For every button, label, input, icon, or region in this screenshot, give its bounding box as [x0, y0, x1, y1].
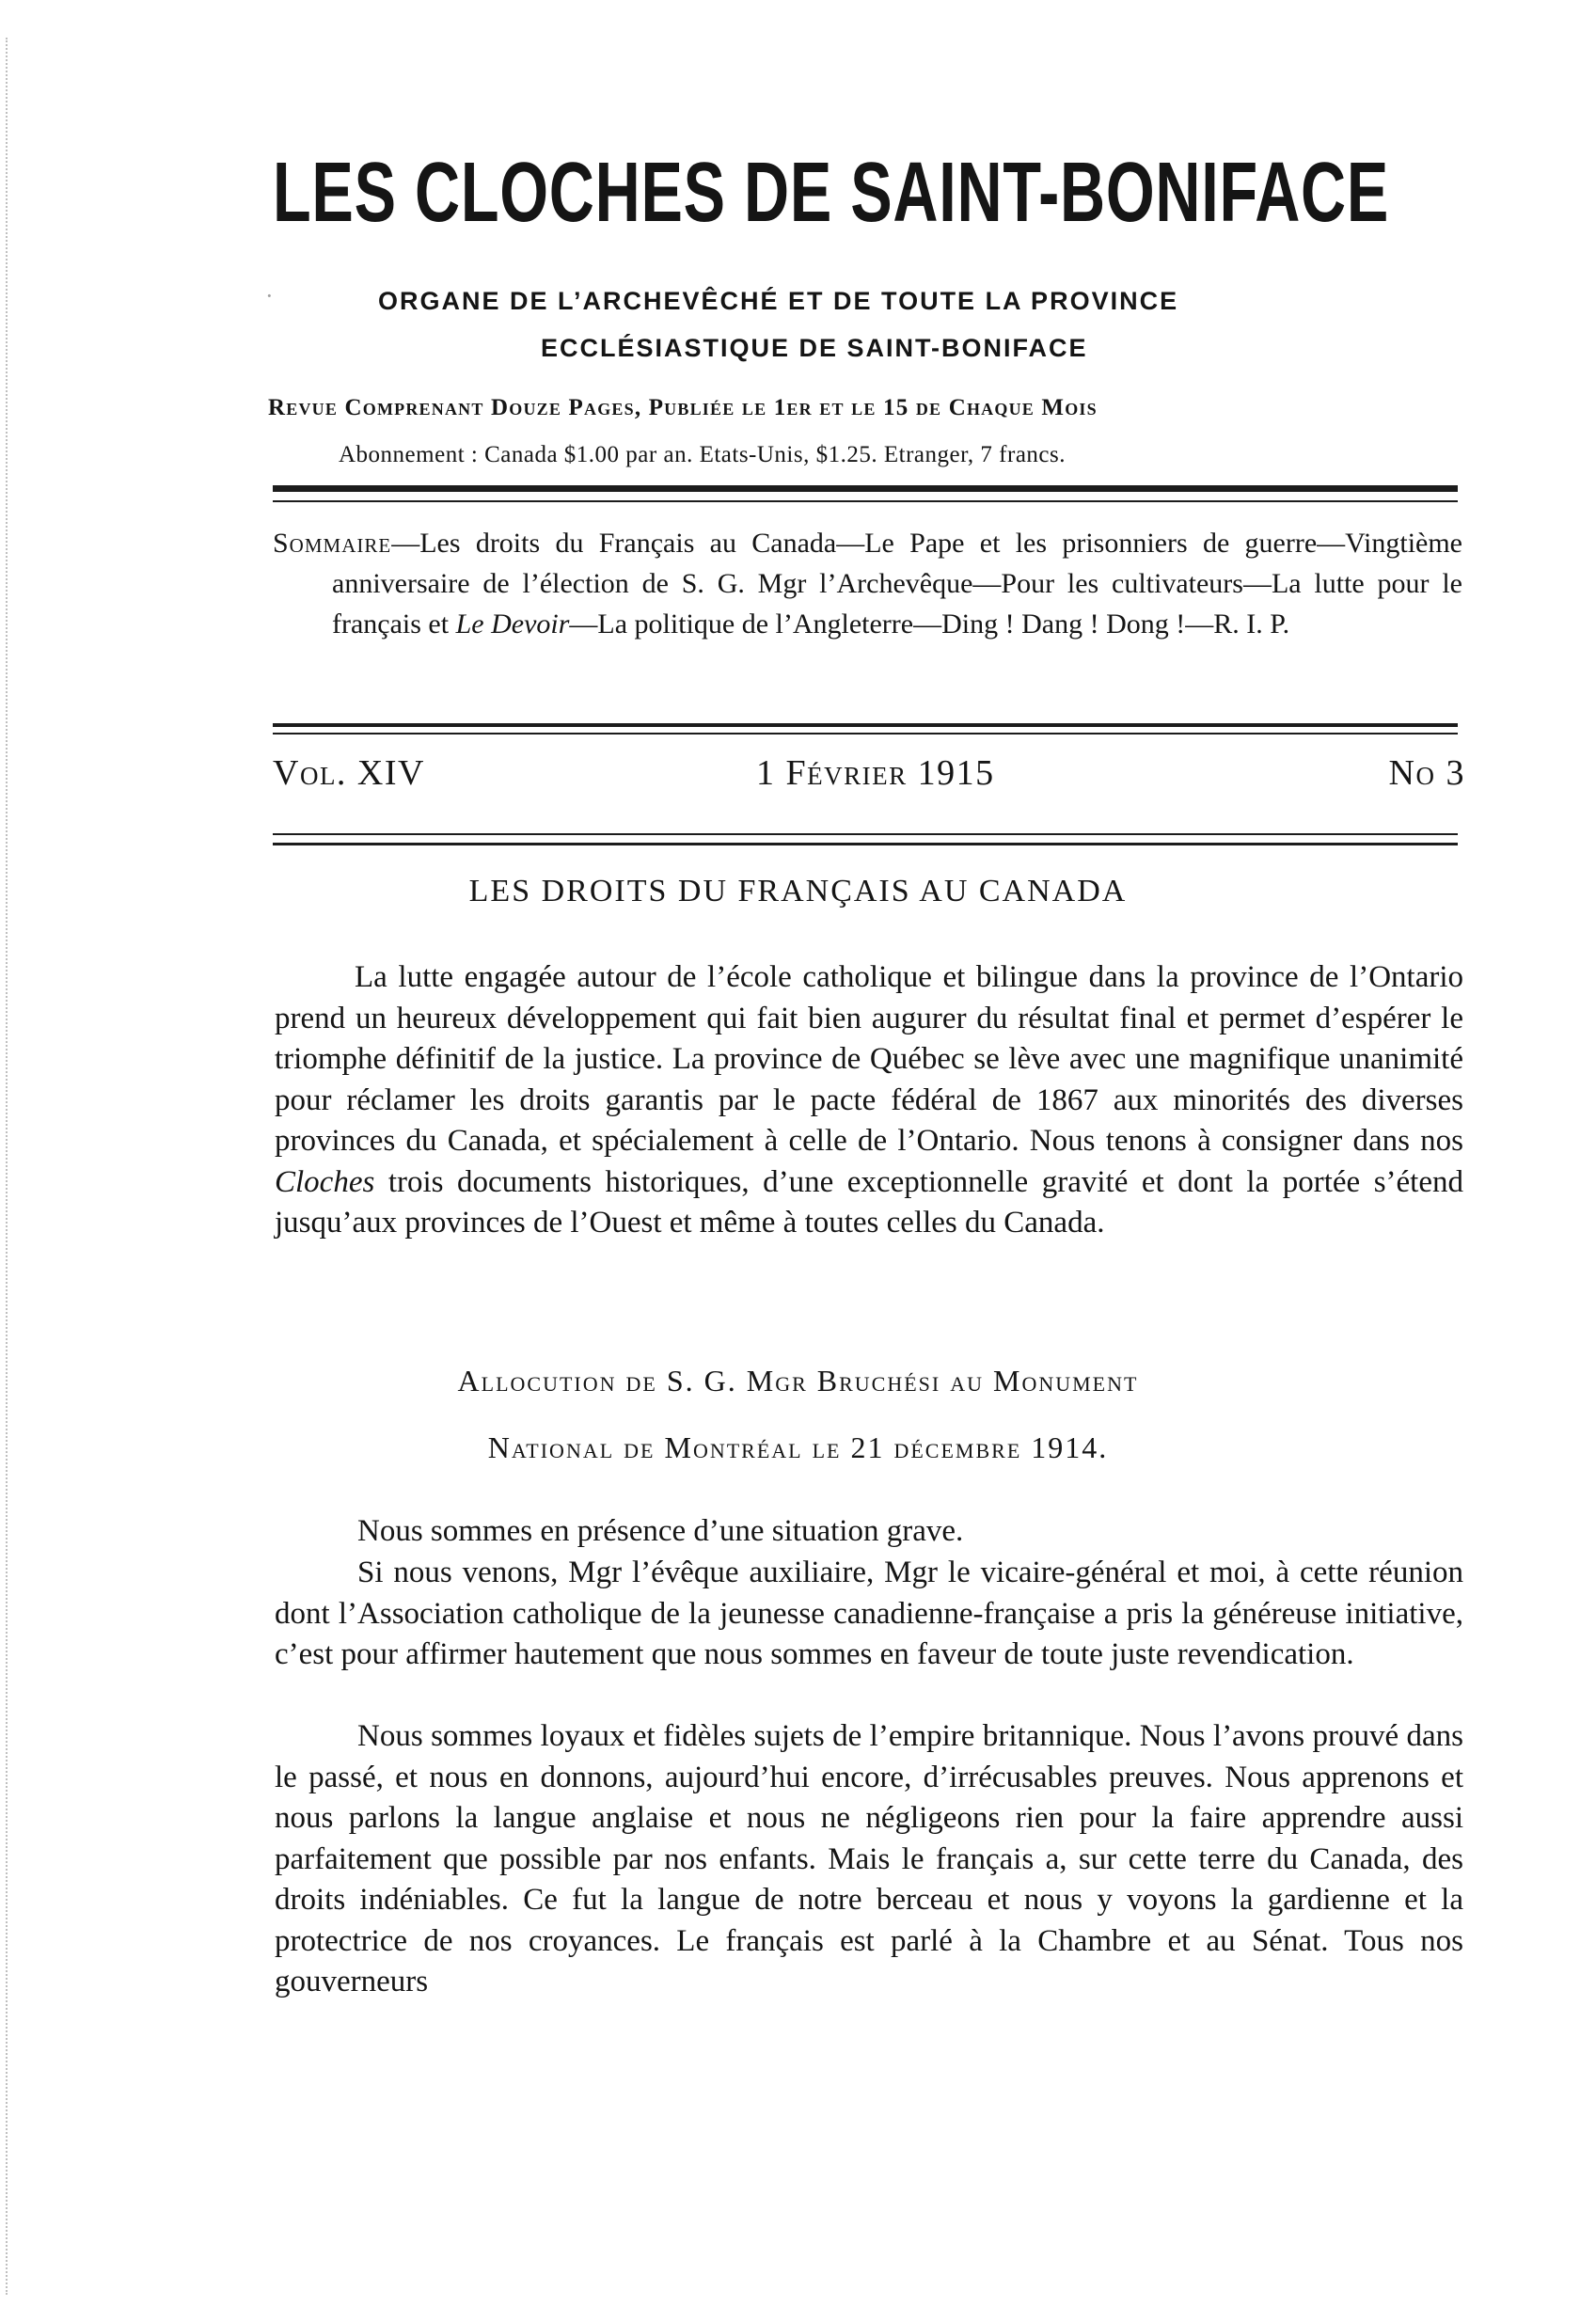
- masthead: [268, 146, 1495, 467]
- organ-subtitle-line-2: ECCLÉSIASTIQUE DE SAINT-BONIFACE: [541, 334, 1088, 362]
- issue-bottom-thin-rule: [273, 833, 1458, 835]
- masthead-thick-rule: [273, 485, 1458, 492]
- issue-date: 1 Février 1915: [756, 753, 995, 793]
- issue-volume: Vol. XIV: [273, 753, 425, 793]
- body-paragraph-loyaux: Nous sommes loyaux et fidèles sujets de l’empire britannique. Nous l’avons prouvé dans le passé, et nous en donnons, aujourd’hui encore, d’irrécusables preuves. Nous apprenons et nous parlons la langue anglaise et nous ne négligeons rien pour la faire apprendre aussi parfaitement que possible par nos enfants. Mais le français a, sur cette terre du Canada, des droits indéniables. Ce fut la langue de notre berceau et nous y voyons la gardienne et la protectrice de nos croyances. Le français est parlé à la Chambre et au Sénat. Tous nos gouverneurs: [275, 1719, 1463, 1998]
- body-paragraph-reunion: Si nous venons, Mgr l’évêque auxiliaire, Mgr le vicaire-général et moi, à cette réunion dont l’Association catholique de la jeunesse canadienne-française a pris la généreuse initiative, c’est pour affirmer hautement que nous sommes en faveur de toute juste revendication.: [275, 1556, 1463, 1671]
- subscription-rates: Abonnement : Canada $1.00 par an. Etats-Unis, $1.25. Etranger, 7 francs.: [339, 442, 1066, 467]
- intro-italic-cloches: Cloches: [275, 1164, 375, 1199]
- sommaire-bottom-thin-rule: [273, 733, 1458, 735]
- issue-number: No 3: [1388, 753, 1465, 793]
- intro-text-part-2: trois documents historiques, d’une exceptionnelle gravité et dont la portée s’étend jusqu’aux provinces de l’Ouest et même à toutes celles du Canada.: [275, 1164, 1463, 1240]
- article-intro-paragraph: [275, 957, 1463, 1244]
- issue-info-row: [273, 752, 1465, 818]
- page-edge-scan-mark: [6, 38, 9, 2295]
- organ-subtitle-line-1: ORGANE DE L’ARCHEVÊCHÉ ET DE TOUTE LA PROVINCE: [378, 287, 1179, 315]
- scan-speck: ·: [265, 282, 274, 309]
- article-title: LES DROITS DU FRANÇAIS AU CANADA: [468, 874, 1128, 908]
- sommaire-bottom-rule: [273, 723, 1458, 727]
- masthead-thin-rule: [273, 500, 1458, 502]
- body-paragraph-situation: Nous sommes en présence d’une situation grave.: [357, 1514, 964, 1548]
- sommaire-journal-title: Le Devoir: [455, 608, 570, 640]
- issue-bottom-rule: [273, 843, 1458, 845]
- revue-description: Revue Comprenant Douze Pages, Publiée le 1er et le 15 de Chaque Mois: [268, 395, 1098, 420]
- intro-text-part-1: La lutte engagée autour de l’école catholique et bilingue dans la province de l’Ontario prend un heureux développement qui fait bien augurer du résultat final et permet d’espérer le triomphe définitif de la justice. La province de Québec se lève avec une magnifique unanimité pour réclamer les droits garantis par le pacte fédéral de 1867 aux minorités des diverses provinces du Canada, et spécialement à celle de l’Ontario. Nous tenons à consigner dans nos: [275, 960, 1463, 1158]
- allocution-heading-line-2: National de Montréal le 21 décembre 1914.: [487, 1430, 1109, 1464]
- sommaire-text-part-2: —La politique de l’Angleterre—Ding ! Dang ! Dong !—R. I. P.: [569, 608, 1290, 640]
- sommaire-text-part-1: —Les droits du Français au Canada—Le Pape et les prisonniers de guerre—Vingtième anniversaire de l’élection de S. G. Mgr l’Archevêque—Pour les cultivateurs—La lutte pour le français et: [332, 528, 1462, 640]
- allocution-heading-line-1: Allocution de S. G. Mgr Bruchési au Monument: [457, 1364, 1139, 1398]
- sommaire-table-of-contents: [273, 523, 1462, 644]
- sommaire-label: Sommaire: [273, 528, 392, 559]
- publication-title: LES CLOCHES DE SAINT-BONIFACE: [273, 146, 1390, 240]
